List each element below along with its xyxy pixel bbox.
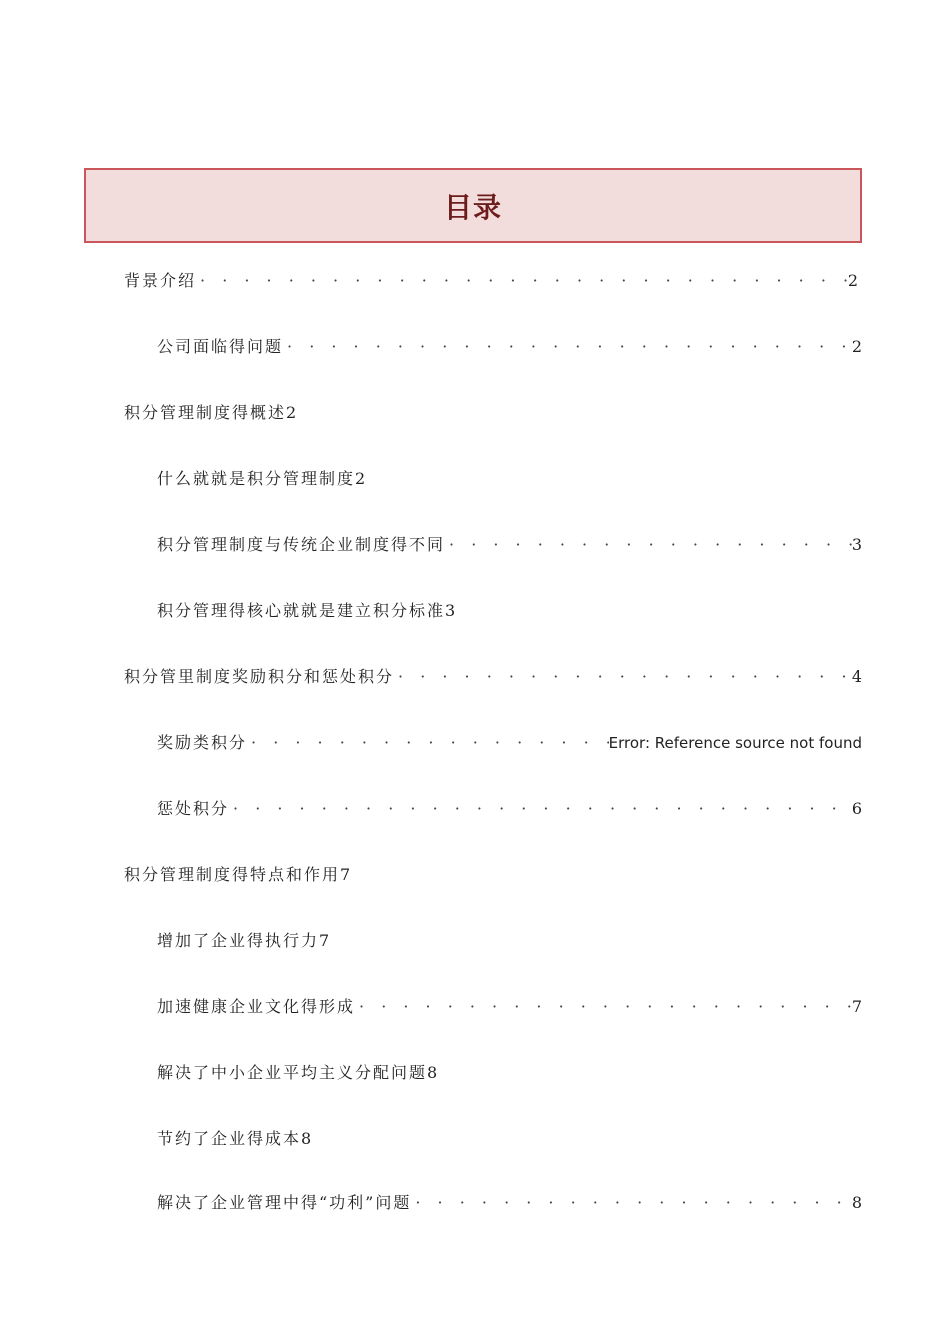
toc-entry-page-error: Error: Reference source not found bbox=[608, 734, 862, 752]
dot-leader bbox=[247, 733, 609, 752]
toc-entry-label: 什么就就是积分管理制度 bbox=[157, 469, 356, 488]
toc-entry-execution[interactable] bbox=[157, 928, 329, 952]
toc-entry-culture[interactable] bbox=[157, 994, 862, 1018]
toc-entry-label: 积分管理制度得概述 bbox=[124, 403, 287, 422]
toc-entry-page: 3 bbox=[851, 535, 862, 554]
toc-entry-label: 积分管理得核心就就是建立积分标准 bbox=[157, 601, 446, 620]
toc-entry-label: 积分管理制度与传统企业制度得不同 bbox=[157, 535, 446, 554]
toc-entry-background[interactable] bbox=[124, 268, 858, 292]
dot-leader bbox=[196, 271, 848, 290]
toc-entry-label: 解决了中小企业平均主义分配问题 bbox=[157, 1063, 428, 1082]
toc-entry-core[interactable] bbox=[157, 598, 455, 622]
toc-entry-label: 解决了企业管理中得“功利”问题 bbox=[157, 1193, 412, 1212]
dot-leader bbox=[394, 667, 852, 686]
toc-entry-overview[interactable] bbox=[124, 400, 296, 424]
toc-entry-what-is[interactable] bbox=[157, 466, 365, 490]
dot-leader bbox=[355, 997, 852, 1016]
toc-entry-page: 2 bbox=[847, 271, 858, 290]
toc-title: 目录 bbox=[443, 190, 502, 224]
toc-entry-page: 7 bbox=[340, 865, 351, 884]
toc-entry-page: 8 bbox=[427, 1063, 438, 1082]
toc-entry-egalitarianism[interactable] bbox=[157, 1060, 437, 1084]
dot-leader bbox=[411, 1193, 851, 1212]
toc-entry-difference[interactable] bbox=[157, 532, 862, 556]
toc-entry-reward-penalty[interactable] bbox=[124, 664, 862, 688]
toc-entry-label: 积分管理制度得特点和作用 bbox=[124, 865, 341, 884]
toc-entry-utilitarian[interactable] bbox=[157, 1190, 862, 1214]
toc-entry-page: 7 bbox=[851, 997, 862, 1016]
toc-title-box bbox=[84, 168, 862, 243]
toc-entry-page: 3 bbox=[445, 601, 456, 620]
toc-entry-label: 公司面临得问题 bbox=[157, 337, 284, 356]
toc-entry-page: 2 bbox=[355, 469, 366, 488]
toc-entry-page: 8 bbox=[851, 1193, 862, 1212]
toc-entry-label: 奖励类积分 bbox=[157, 733, 248, 752]
toc-entry-label: 惩处积分 bbox=[157, 799, 230, 818]
toc-entry-penalty-points[interactable] bbox=[157, 796, 862, 820]
toc-entry-page: 6 bbox=[851, 799, 862, 818]
toc-entry-cost[interactable] bbox=[157, 1126, 311, 1150]
dot-leader bbox=[229, 799, 852, 818]
dot-leader bbox=[445, 535, 852, 554]
dot-leader bbox=[283, 337, 852, 356]
toc-entry-company-problems[interactable] bbox=[157, 334, 862, 358]
toc-entry-page: 2 bbox=[286, 403, 297, 422]
toc-entry-page: 8 bbox=[301, 1129, 312, 1148]
toc-entry-page: 7 bbox=[319, 931, 330, 950]
toc-entry-label: 积分管里制度奖励积分和惩处积分 bbox=[124, 667, 395, 686]
toc-entry-label: 背景介绍 bbox=[124, 271, 197, 290]
toc-entry-page: 2 bbox=[851, 337, 862, 356]
toc-entry-label: 加速健康企业文化得形成 bbox=[157, 997, 356, 1016]
toc-entry-page: 4 bbox=[851, 667, 862, 686]
toc-entry-label: 节约了企业得成本 bbox=[157, 1129, 302, 1148]
toc-entry-features[interactable] bbox=[124, 862, 350, 886]
toc-entry-label: 增加了企业得执行力 bbox=[157, 931, 320, 950]
toc-entry-reward-points[interactable] bbox=[157, 730, 862, 754]
